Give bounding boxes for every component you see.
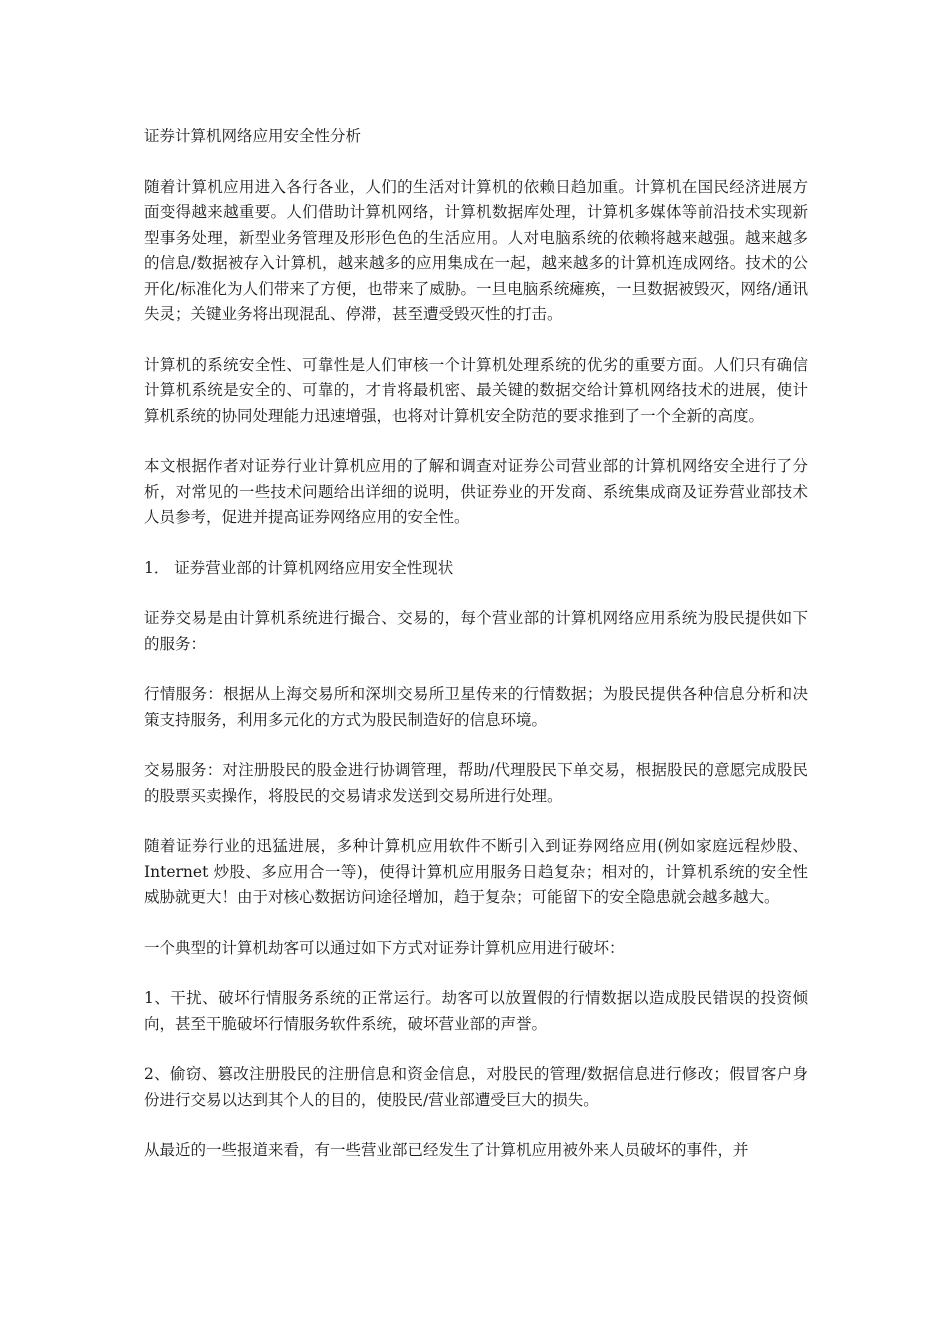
paragraph-quote-service: 行情服务：根据从上海交易所和深圳交易所卫星传来的行情数据；为股民提供各种信息分析和决策支持服务，利用多元化的方式为股民制造好的信息环境。 — [144, 685, 808, 729]
document-body — [144, 124, 808, 1189]
paragraph-services-intro: 证券交易是由计算机系统进行撮合、交易的，每个营业部的计算机网络应用系统为股民提供如下的服务： — [144, 609, 808, 653]
paragraph-trade-service: 交易服务：对注册股民的股金进行协调管理，帮助/代理股民下单交易，根据股民的意愿完成股民的股票买卖操作，将股民的交易请求发送到交易所进行处理。 — [144, 761, 808, 805]
paragraph-purpose: 本文根据作者对证券行业计算机应用的了解和调查对证券公司营业部的计算机网络安全进行了分析，对常见的一些技术问题给出详细的说明，供证券业的开发商、系统集成商及证券营业部技术人员参考，促进并提高证券网络应用的安全性。 — [144, 457, 808, 526]
paragraph-security-reliability: 计算机的系统安全性、可靠性是人们审核一个计算机处理系统的优劣的重要方面。人们只有确信计算机系统是安全的、可靠的，才肯将最机密、最关键的数据交给计算机网络技术的进展，使计算机系统的协同处理能力迅速增强，也将对计算机安全防范的要求推到了一个全新的高度。 — [144, 355, 808, 425]
paragraph-attack-2: 2、偷窃、篡改注册股民的注册信息和资金信息，对股民的管理/数据信息进行修改；假冒客户身份进行交易以达到其个人的目的，使股民/营业部遭受巨大的损失。 — [144, 1065, 808, 1109]
paragraph-attack-intro: 一个典型的计算机劫客可以通过如下方式对证券计算机应用进行破坏： — [144, 938, 625, 957]
paragraph-intro: 随着计算机应用进入各行各业，人们的生活对计算机的依赖日趋加重。计算机在国民经济进展方面变得越来越重要。人们借助计算机网络，计算机数据库处理，计算机多媒体等前沿技术实现新型事务处理，新型业务管理及形形色色的生活应用。人对电脑系统的依赖将越来越强。越来越多的信息/数据被存入计算机，越来越多的应用集成在一起，越来越多的计算机连成网络。技术的公开化/标准化为人们带来了方便，也带来了威胁。一旦电脑系统瘫痪，一旦数据被毁灭，网络/通讯失灵；关键业务将出现混乱、停滞，甚至遭受毁灭性的打击。 — [144, 177, 808, 323]
paragraph-attack-1: 1、干扰、破坏行情服务系统的正常运行。劫客可以放置假的行情数据以造成股民错误的投资倾向，甚至干脆破坏行情服务软件系统，破坏营业部的声誉。 — [144, 989, 808, 1033]
section-heading-1: 1． 证券营业部的计算机网络应用安全性现状 — [144, 558, 454, 577]
paragraph-recent-reports: 从最近的一些报道来看，有一些营业部已经发生了计算机应用被外来人员破坏的事件，并 — [144, 1141, 749, 1159]
paragraph-industry-growth: 随着证券行业的迅猛进展，多种计算机应用软件不断引入到证券网络应用(例如家庭远程炒股、Internet 炒股、多应用合一等)，使得计算机应用服务日趋复杂；相对的，计算机系统的安全性威胁就更大！由于对核心数据访问途径增加，趋于复杂；可能留下的安全隐患就会越多越大。 — [144, 837, 808, 906]
document-title: 证券计算机网络应用安全性分析 — [144, 127, 362, 145]
